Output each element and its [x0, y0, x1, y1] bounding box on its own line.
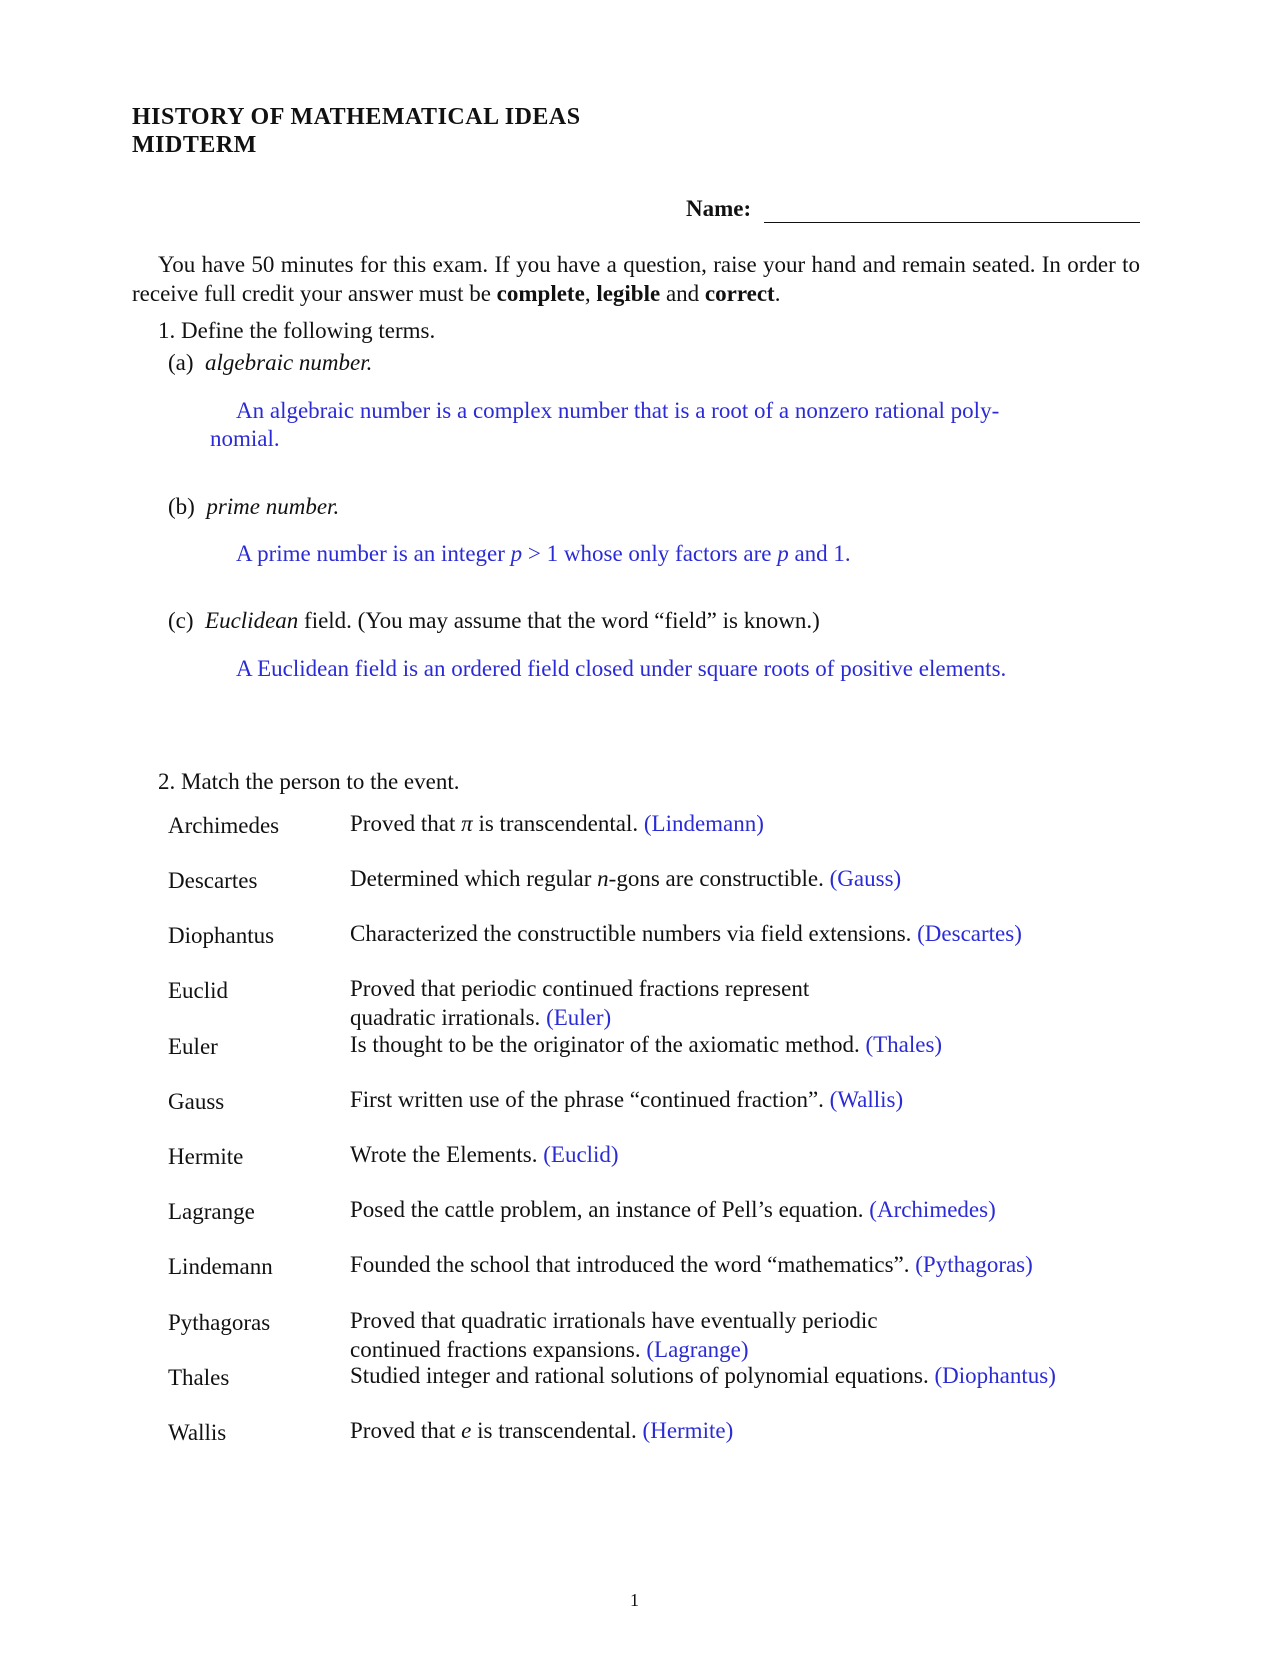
- exam-subtitle: MIDTERM: [132, 132, 257, 158]
- exam-title: HISTORY OF MATHEMATICAL IDEAS: [132, 104, 581, 130]
- answer-1c: A Euclidean field is an ordered field closed under square roots of positive elements.: [236, 656, 1007, 681]
- event-10: Proved that quadratic irrationals have eventually periodic continued fractions expansions. (Lagrange): [350, 1308, 878, 1362]
- question-1c: (c) Euclidean field. (You may assume that the word “field” is known.): [168, 608, 820, 633]
- bold-legible: legible: [596, 281, 661, 306]
- answer-1b: A prime number is an integer p > 1 whose only factors are p and 1.: [236, 541, 851, 566]
- event-1: Proved that π is transcendental. (Lindemann): [350, 811, 764, 836]
- person-descartes: Descartes: [168, 868, 258, 893]
- person-euler: Euler: [168, 1034, 218, 1059]
- person-gauss: Gauss: [168, 1089, 225, 1114]
- event-12-answer: (Hermite): [642, 1418, 734, 1443]
- person-pythagoras: Pythagoras: [168, 1310, 271, 1335]
- person-thales: Thales: [168, 1365, 230, 1390]
- event-4-answer: (Euler): [546, 1005, 612, 1030]
- person-diophantus: Diophantus: [168, 923, 275, 948]
- bold-complete: complete: [496, 281, 585, 306]
- event-7-answer: (Euclid): [543, 1142, 619, 1167]
- event-3: Characterized the constructible numbers via field extensions. (Descartes): [350, 921, 1022, 946]
- event-1-answer: (Lindemann): [643, 811, 764, 836]
- event-9: Founded the school that introduced the word “mathematics”. (Pythagoras): [350, 1252, 1033, 1277]
- event-4: Proved that periodic continued fractions represent quadratic irrationals. (Euler): [350, 976, 810, 1030]
- question-1-prompt: 1. Define the following terms.: [158, 318, 436, 343]
- person-wallis: Wallis: [168, 1420, 227, 1445]
- event-7: Wrote the Elements. (Euclid): [350, 1142, 619, 1167]
- question-1b: (b) prime number.: [168, 494, 340, 519]
- event-3-answer: (Descartes): [917, 921, 1022, 946]
- event-6-answer: (Wallis): [829, 1087, 904, 1112]
- person-lagrange: Lagrange: [168, 1199, 255, 1224]
- question-1a: (a) algebraic number.: [168, 350, 373, 375]
- event-8: Posed the cattle problem, an instance of Pell’s equation. (Archimedes): [350, 1197, 996, 1222]
- instructions: You have 50 minutes for this exam. If you have a question, raise your hand and remain seated. In order to receive full credit your answer must be complete, legible and correct.: [132, 252, 1140, 306]
- event-10-answer: (Lagrange): [646, 1337, 749, 1362]
- answer-1a-line1: An algebraic number is a complex number that is a root of a nonzero rational poly-: [236, 398, 1000, 423]
- event-2-answer: (Gauss): [829, 866, 902, 891]
- event-5-answer: (Thales): [865, 1032, 943, 1057]
- event-6: First written use of the phrase “continued fraction”. (Wallis): [350, 1087, 904, 1112]
- answer-1a-line2: nomial.: [210, 426, 280, 451]
- name-blank-line: [764, 222, 1140, 223]
- person-archimedes: Archimedes: [168, 813, 280, 838]
- name-label: Name:: [686, 196, 752, 221]
- event-12: Proved that e is transcendental. (Hermite): [350, 1418, 734, 1443]
- event-9-answer: (Pythagoras): [915, 1252, 1033, 1277]
- event-8-answer: (Archimedes): [869, 1197, 996, 1222]
- event-11-answer: (Diophantus): [934, 1363, 1056, 1388]
- event-11: Studied integer and rational solutions of polynomial equations. (Diophantus): [350, 1363, 1056, 1388]
- question-2-prompt: 2. Match the person to the event.: [158, 769, 460, 794]
- person-lindemann: Lindemann: [168, 1254, 273, 1279]
- bold-correct: correct: [704, 281, 775, 306]
- person-hermite: Hermite: [168, 1144, 244, 1169]
- event-5: Is thought to be the originator of the axiomatic method. (Thales): [350, 1032, 943, 1057]
- event-2: Determined which regular n-gons are constructible. (Gauss): [350, 866, 902, 891]
- person-euclid: Euclid: [168, 978, 229, 1003]
- page-number: 1: [630, 1590, 639, 1610]
